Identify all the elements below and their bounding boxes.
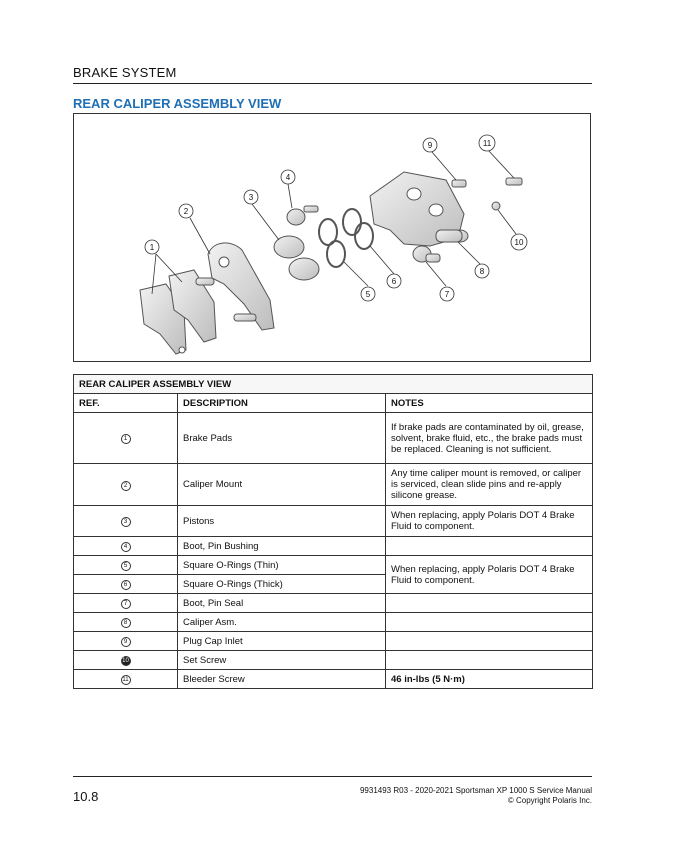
ref-number: 1 <box>121 434 131 444</box>
callout-8 <box>475 264 489 278</box>
description-cell: Square O-Rings (Thin) <box>178 556 386 575</box>
table-caption-row <box>74 375 593 394</box>
o-ring-drawing <box>319 209 373 267</box>
callout-7 <box>440 287 454 301</box>
table-row <box>74 613 593 632</box>
svg-text:3: 3 <box>248 193 254 202</box>
svg-text:2: 2 <box>183 207 189 216</box>
table-row <box>74 670 593 689</box>
copyright-notice: © Copyright Polaris Inc. <box>507 796 592 805</box>
ref-number: 8 <box>121 618 131 628</box>
notes-cell: When replacing, apply Polaris DOT 4 Brake Fluid to component. <box>386 556 593 594</box>
description-cell: Bleeder Screw <box>178 670 386 689</box>
description-cell: Plug Cap Inlet <box>178 632 386 651</box>
description-cell: Caliper Asm. <box>178 613 386 632</box>
bleeder-screw-drawing <box>506 178 522 185</box>
notes-cell: If brake pads are contaminated by oil, grease, solvent, brake fluid, etc., the brake pads must be replaced. Cleaning is not sufficient. <box>386 413 593 464</box>
table-row <box>74 537 593 556</box>
column-header-description: DESCRIPTION <box>178 394 386 413</box>
plug-cap-drawing <box>452 180 466 187</box>
page-number: 10.8 <box>73 789 99 804</box>
manual-title: 9931493 R03 - 2020-2021 Sportsman XP 1000 S Service Manual <box>359 786 592 795</box>
description-cell: Set Screw <box>178 651 386 670</box>
parts-table <box>73 374 593 689</box>
table-header-row <box>74 394 593 413</box>
notes-cell <box>386 613 593 632</box>
table-row <box>74 632 593 651</box>
svg-text:9: 9 <box>427 141 433 150</box>
notes-cell: When replacing, apply Polaris DOT 4 Brake Fluid to component. <box>386 506 593 537</box>
table-row <box>74 651 593 670</box>
notes-cell <box>386 632 593 651</box>
callout-11 <box>479 135 495 151</box>
notes-cell: Any time caliper mount is removed, or caliper is serviced, clean slide pins and re-apply silicone grease. <box>386 464 593 506</box>
notes-cell <box>386 537 593 556</box>
ref-number: 4 <box>121 542 131 552</box>
piston-drawing <box>274 236 319 280</box>
ref-number: 2 <box>121 481 131 491</box>
notes-cell <box>386 594 593 613</box>
callout-10 <box>511 234 527 250</box>
svg-text:6: 6 <box>391 277 397 286</box>
table-row <box>74 556 593 575</box>
ref-number: 11 <box>122 677 129 683</box>
table-row <box>74 464 593 506</box>
table-row <box>74 594 593 613</box>
svg-text:10: 10 <box>514 238 524 247</box>
set-screw-drawing <box>492 202 500 210</box>
description-cell: Brake Pads <box>178 413 386 464</box>
callout-9 <box>423 138 437 152</box>
svg-text:1: 1 <box>149 243 155 252</box>
exploded-view-drawing <box>74 114 591 362</box>
callout-2 <box>179 204 193 218</box>
ref-number: 3 <box>121 517 131 527</box>
ref-number: 6 <box>121 580 131 590</box>
description-cell: Boot, Pin Bushing <box>178 537 386 556</box>
pin-seal-boot-drawing <box>413 246 440 262</box>
column-header-notes: NOTES <box>386 394 593 413</box>
notes-cell <box>386 651 593 670</box>
pin-bushing-boot-drawing <box>287 206 318 225</box>
page-title: REAR CALIPER ASSEMBLY VIEW <box>73 96 282 111</box>
ref-number: 9 <box>121 637 131 647</box>
ref-number: 5 <box>121 561 131 571</box>
notes-cell: 46 in-lbs (5 N·m) <box>386 670 593 689</box>
svg-text:8: 8 <box>479 267 485 276</box>
assembly-figure <box>73 113 591 362</box>
footer-rule <box>73 776 592 777</box>
description-cell: Square O-Rings (Thick) <box>178 575 386 594</box>
column-header-ref: REF. <box>74 394 178 413</box>
svg-text:4: 4 <box>285 173 291 182</box>
svg-text:5: 5 <box>365 290 371 299</box>
svg-text:11: 11 <box>482 139 492 148</box>
table-caption: REAR CALIPER ASSEMBLY VIEW <box>74 375 593 394</box>
description-cell: Pistons <box>178 506 386 537</box>
callout-5 <box>361 287 375 301</box>
table-row <box>74 413 593 464</box>
header-rule <box>73 83 592 84</box>
callout-1 <box>145 240 159 254</box>
callout-4 <box>281 170 295 184</box>
section-header: BRAKE SYSTEM <box>73 65 177 80</box>
table-row <box>74 506 593 537</box>
svg-text:7: 7 <box>444 290 450 299</box>
description-cell: Caliper Mount <box>178 464 386 506</box>
callout-3 <box>244 190 258 204</box>
description-cell: Boot, Pin Seal <box>178 594 386 613</box>
callout-6 <box>387 274 401 288</box>
footer-credits <box>360 786 592 806</box>
ref-number: 10 <box>122 658 129 664</box>
ref-number: 7 <box>121 599 131 609</box>
